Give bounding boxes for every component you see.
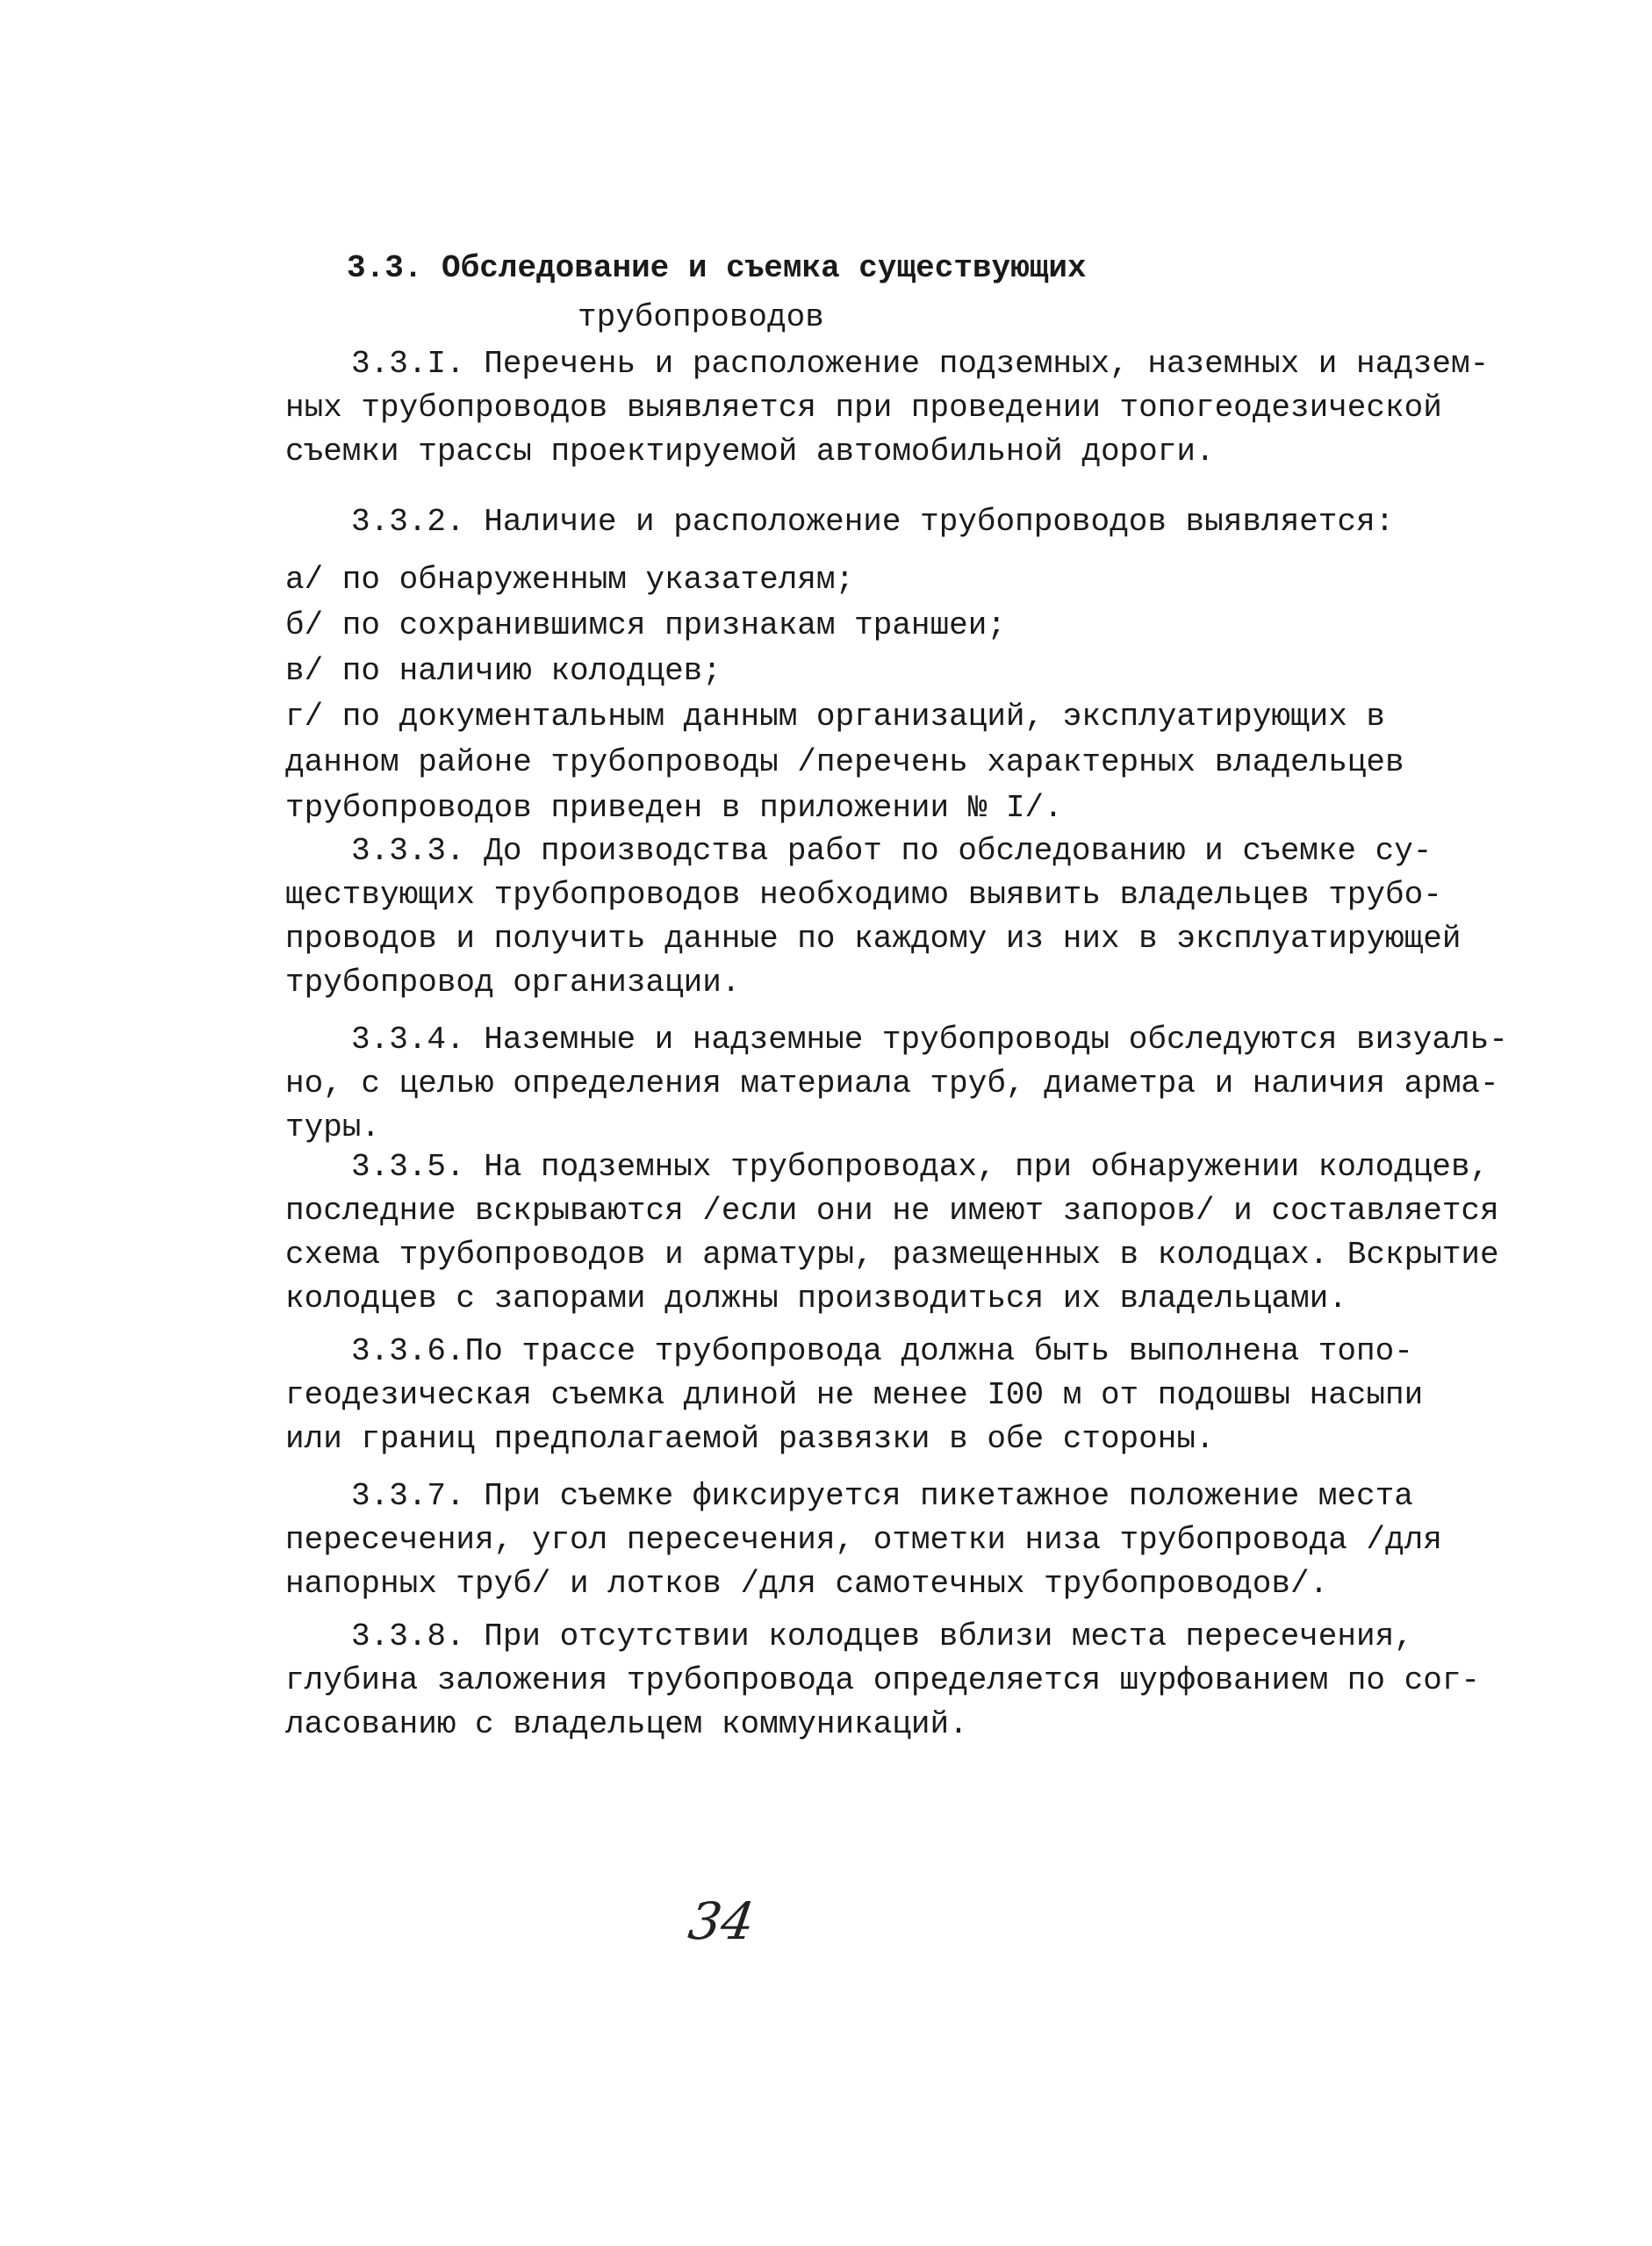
text-line: последние вскрываются /если они не имеют запоров/ и составляется — [285, 1193, 1499, 1229]
paragraph-3-3-2 — [285, 500, 1426, 544]
paragraph-3-3-7 — [285, 1475, 1442, 1606]
list-items — [285, 557, 1426, 831]
paragraph-3-3-4 — [285, 1018, 1508, 1150]
text-line: 3.3.2. Наличие и расположение трубопроводов выявляется: — [351, 504, 1395, 540]
section-heading — [347, 244, 1087, 342]
text-line: 3.3.I. Перечень и расположение подземных, наземных и надзем- — [351, 346, 1490, 382]
text-line: трубопроводов приведен в приложении № I/. — [285, 790, 1063, 826]
text-line: туры. — [285, 1109, 381, 1145]
text-line: 3.3.3. До производства работ по обследованию и съемке су- — [351, 833, 1433, 869]
text-line: данном районе трубопроводы /перечень характерных владельцев — [285, 744, 1404, 780]
section-title-line2: трубопроводов — [578, 299, 824, 335]
text-line: проводов и получить данные по каждому из них в эксплуатирующей — [285, 921, 1462, 957]
text-line: напорных труб/ и лотков /для самотечных трубопроводов/. — [285, 1566, 1329, 1602]
paragraph-3-3-3 — [285, 829, 1462, 1005]
text-line: 3.3.6.По трассе трубопровода должна быть выполнена топо- — [351, 1333, 1413, 1369]
text-line: съемки трассы проектируемой автомобильной дороги. — [285, 434, 1215, 470]
list-item-g: г/ по документальным данным организаций, эксплуатирующих в — [285, 699, 1386, 735]
text-line: глубина заложения трубопровода определяется шурфованием по сог- — [285, 1662, 1481, 1698]
text-line: схема трубопроводов и арматуры, размещенных в колодцах. Вскрытие — [285, 1237, 1499, 1273]
text-line: но, с целью определения материала труб, диаметра и наличия арма- — [285, 1066, 1499, 1101]
section-title-line1: Обследование и съемка существующих — [442, 250, 1087, 286]
text-line: ласованию с владельцем коммуникаций. — [285, 1706, 968, 1742]
list-item-b: б/ по сохранившимся признакам траншеи; — [285, 607, 1006, 643]
page-number: 34 — [685, 1891, 758, 1951]
text-line: 3.3.7. При съемке фиксируется пикетажное положение места — [351, 1478, 1413, 1514]
text-line: 3.3.4. Наземные и надземные трубопроводы обследуются визуаль- — [351, 1022, 1508, 1058]
text-line: трубопровод организации. — [285, 965, 741, 1001]
text-line: ных трубопроводов выявляется при проведении топогеодезической — [285, 390, 1442, 426]
paragraph-3-3-6 — [285, 1330, 1426, 1461]
paragraph-3-3-1 — [285, 342, 1490, 474]
paragraph-3-3-5 — [285, 1145, 1499, 1321]
text-line: геодезическая съемка длиной не менее I00 м от подошвы насыпи — [285, 1377, 1424, 1413]
text-line: 3.3.5. На подземных трубопроводах, при обнаружении колодцев, — [351, 1149, 1490, 1185]
list-item-a: а/ по обнаруженным указателям; — [285, 562, 855, 598]
list-item-v: в/ по наличию колодцев; — [285, 653, 722, 689]
text-line: ществующих трубопроводов необходимо выявить владельцев трубо- — [285, 877, 1442, 913]
text-line: колодцев с запорами должны производиться их владельцами. — [285, 1281, 1347, 1317]
section-number: 3.3. — [347, 250, 423, 286]
text-line: пересечения, угол пересечения, отметки низа трубопровода /для — [285, 1522, 1442, 1558]
text-line: 3.3.8. При отсутствии колодцев вблизи места пересечения, — [351, 1618, 1413, 1654]
paragraph-3-3-8 — [285, 1615, 1481, 1747]
text-line: или границ предполагаемой развязки в обе стороны. — [285, 1421, 1215, 1457]
